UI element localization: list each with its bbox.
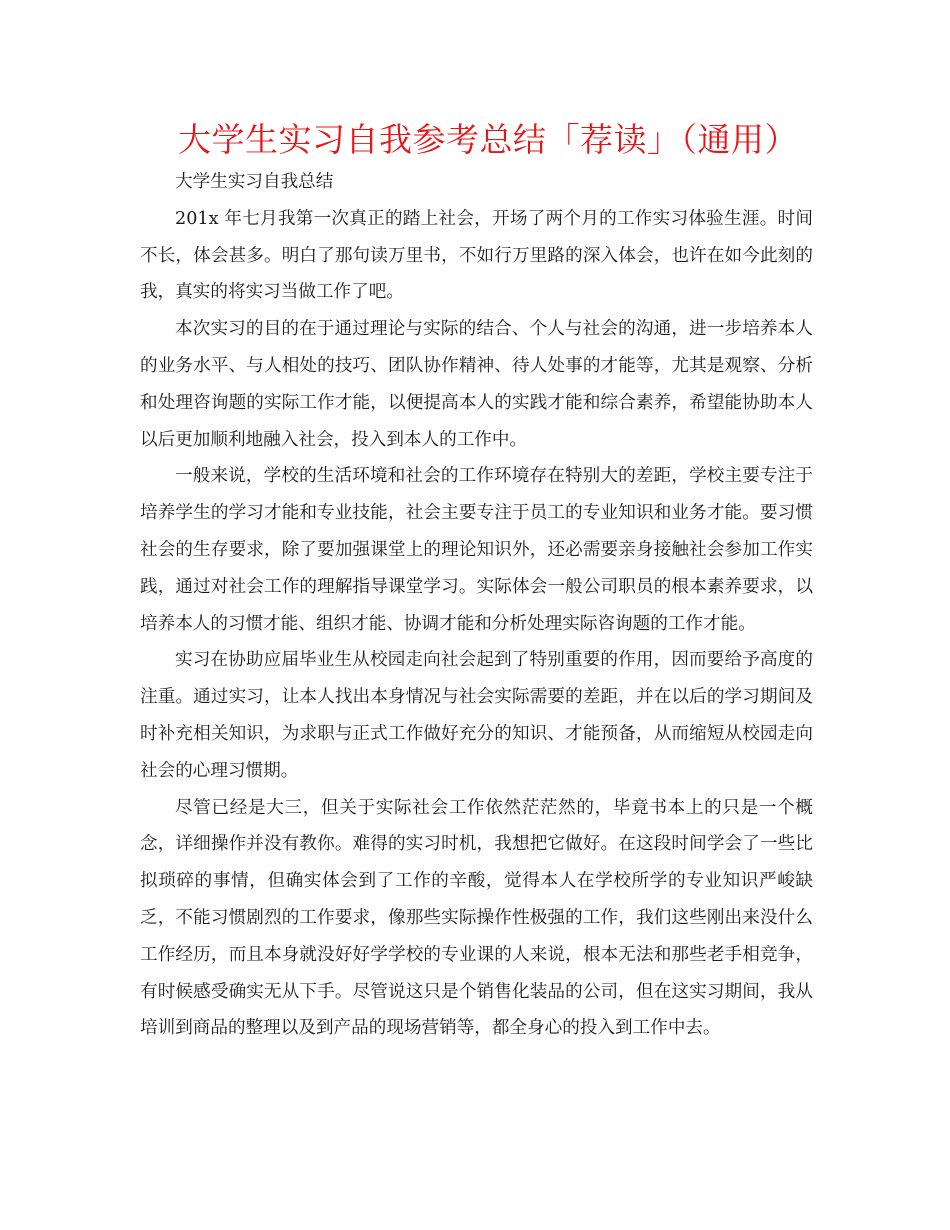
- paragraph-5: 尽管已经是大三，但关于实际社会工作依然茫茫然的，毕竟书本上的只是一个概念，详细操作并没有教你。难得的实习时机，我想把它做好。在这段时间学会了一些比拟琐碎的事情，但确实体会到了工作的辛酸，觉得本人在学校所学的专业知识严峻缺乏，不能习惯剧烈的工作要求，像那些实际操作性极强的工作，我们这些刚出来没什么工作经历，而且本身就没好好学学校的专业课的人来说，根本无法和那些老手相竞争，有时候感受确实无从下手。尽管说这只是个销售化装品的公司，但在这实习期间，我从培训到商品的整理以及到产品的现场营销等，都全身心的投入到工作中去。: [140, 797, 813, 1039]
- document-body: [140, 164, 813, 1047]
- paragraph-2: 本次实习的目的在于通过理论与实际的结合、个人与社会的沟通，进一步培养本人的业务水平、与人相处的技巧、团队协作精神、待人处事的才能等，尤其是观察、分析和处理咨询题的实际工作才能，以便提高本人的实践才能和综合素养，希望能协助本人以后更加顺利地融入社会，投入到本人的工作中。: [140, 319, 813, 450]
- document-subtitle: 大学生实习自我总结: [175, 172, 334, 192]
- paragraph-4: 实习在协助应届毕业生从校园走向社会起到了特别重要的作用，因而要给予高度的注重。通过实习，让本人找出本身情况与社会实际需要的差距，并在以后的学习期间及时补充相关知识，为求职与正式工作做好充分的知识、才能预备，从而缩短从校园走向社会的心理习惯期。: [140, 650, 813, 781]
- document-title: 大学生实习自我参考总结「荐读」（通用）: [178, 120, 798, 159]
- paragraph-3: 一般来说，学校的生活环境和社会的工作环境存在特别大的差距，学校主要专注于培养学生的学习才能和专业技能，社会主要专注于员工的专业知识和业务才能。要习惯社会的生存要求，除了要加强课堂上的理论知识外，还必需要亲身接触社会参加工作实践，通过对社会工作的理解指导课堂学习。实际体会一般公司职员的根本素养要求，以培养本人的习惯才能、组织才能、协调才能和分析处理实际咨询题的工作才能。: [140, 466, 813, 634]
- paragraph-1: 201x 年七月我第一次真正的踏上社会，开场了两个月的工作实习体验生涯。时间不长，体会甚多。明白了那句读万里书，不如行万里路的深入体会，也许在如今此刻的我，真实的将实习当做工作了吧。: [140, 208, 813, 303]
